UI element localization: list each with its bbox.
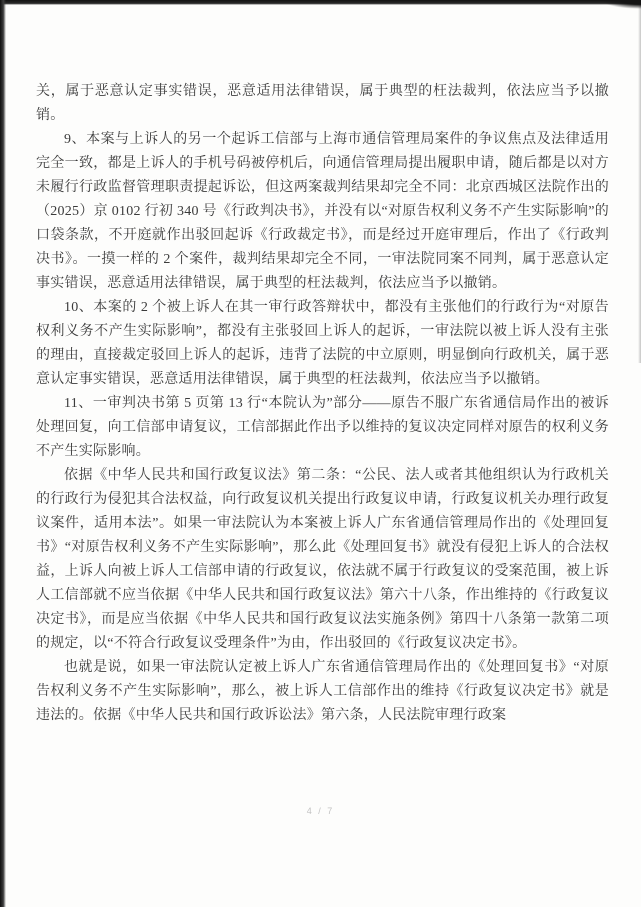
paragraph: 也就是说，如果一审法院认定被上诉人广东省通信管理局作出的《处理回复书》“对原告权利义务不产生实际影响”，那么，被上诉人工信部作出的维持《行政复议决定书》就是违法的。依据《中华人民共和国行政诉讼法》第六条，人民法院审理行政案 [36,660,609,723]
scan-edge-top [0,0,641,5]
paragraph: 关，属于恶意认定事实错误，恶意适用法律错误，属于典型的枉法裁判，依法应当予以撤销。 [36,84,609,123]
paragraph: 10、本案的 2 个被上诉人在其一审行政答辩状中，都没有主张他们的行政行为“对原告权利义务不产生实际影响”，都没有主张驳回上诉人的起诉，一审法院以被上诉人没有主张的理由，直接裁定驳回上诉人的起诉，违背了法院的中立原则，明显倒向行政机关，属于恶意认定事实错误，恶意适用法律错误，属于典型的枉法裁判，依法应当予以撤销。 [36,300,609,387]
scan-edge-left [0,0,6,907]
scan-edge-corner [601,0,641,9]
page-number: 4 / 7 [306,806,335,816]
paragraph: 9、本案与上诉人的另一个起诉工信部与上海市通信管理局案件的争议焦点及法律适用完全一致，都是上诉人的手机号码被停机后，向通信管理局提出履职申请，随后都是以对方未履行行政监督管理职责提起诉讼，但这两案裁判结果却完全不同：北京西城区法院作出的（2025）京 0102 行初 340 号《行政判决书》，并没有以“对原告权利义务不产生实际影响”的口袋条款，不开庭就作出驳回起诉《行政裁定书》，而是经过开庭审理后，作出了《行政判决书》。一摸一样的 2 个案件，裁判结果却完全不同，一审法院同案不同判，属于恶意认定事实错误，恶意适用法律错误，属于典型的枉法裁判，依法应当予以撤销。 [36,132,609,291]
paragraph: 11、一审判决书第 5 页第 13 行“本院认为”部分——原告不服广东省通信局作出的被诉处理回复，向工信部申请复议，工信部据此作出予以维持的复议决定同样对原告的权利义务不产生实际影响。 [36,396,609,459]
document-body [36,80,609,728]
paragraph: 依据《中华人民共和国行政复议法》第二条：“公民、法人或者其他组织认为行政机关的行政行为侵犯其合法权益，向行政复议机关提出行政复议申请，行政复议机关办理行政复议案件，适用本法”。如果一审法院认为本案被上诉人广东省通信管理局作出的《处理回复书》“对原告权利义务不产生实际影响”，那么此《处理回复书》就没有侵犯上诉人的合法权益，上诉人向被上诉人工信部申请的行政复议，依法就不属于行政复议的受案范围，被上诉人工信部就不应当依据《中华人民共和国行政复议法》第六十八条，作出维持的《行政复议决定书》，而是应当依据《中华人民共和国行政复议法实施条例》第四十八条第一款第二项的规定，以“不符合行政复议受理条件”为由，作出驳回的《行政复议决定书》。 [36,468,609,651]
